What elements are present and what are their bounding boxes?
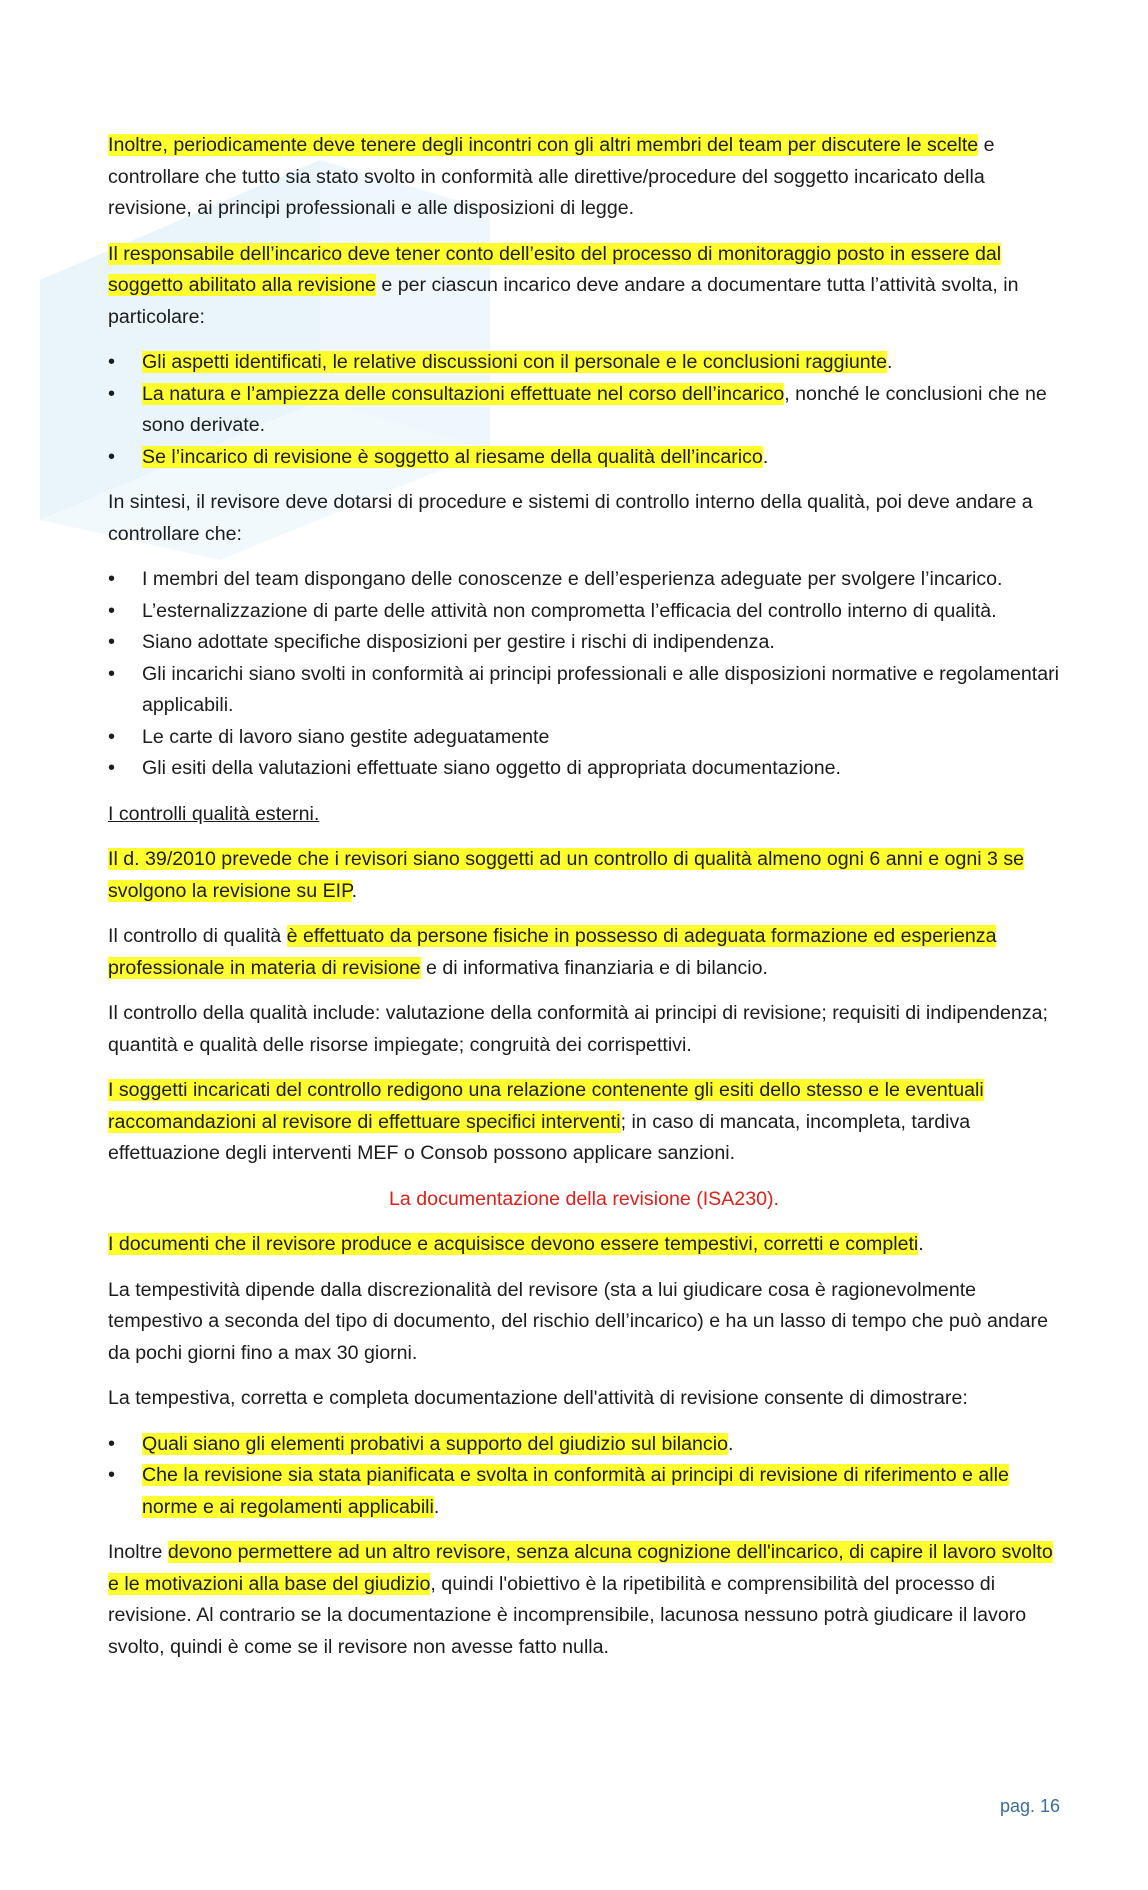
bullet-list-1	[108, 347, 1060, 473]
list-item: • Gli esiti della valutazioni effettuate siano oggetto di appropriata documentazione.	[108, 753, 1060, 785]
paragraph-10: La tempestiva, corretta e completa documentazione dell'attività di revisione consente di dimostrare:	[108, 1387, 968, 1409]
list-item: • Siano adottate specifiche disposizioni per gestire i rischi di indipendenza.	[108, 627, 1060, 659]
highlight: devono permettere ad un altro revisore, senza alcuna cognizione dell'incarico, di capire il lavoro svolto e le motivazioni alla base del giudizio	[108, 1541, 1053, 1595]
paragraph-8: I documenti che il revisore produce e acquisisce devono essere tempestivi, corretti e completi.	[108, 1233, 924, 1255]
paragraph-2: Il responsabile dell’incarico deve tener conto dell’esito del processo di monitoraggio posto in essere dal soggetto abilitato alla revisione e per ciascun incarico deve andare a documentare tutta l’attività svolta, in particolare:	[108, 242, 1019, 328]
highlight: Inoltre, periodicamente deve tenere degli incontri con gli altri membri del team per discutere le scelte	[108, 134, 979, 156]
paragraph-5: Il controllo di qualità è effettuato da persone fisiche in possesso di adeguata formazione ed esperienza professionale in materia di revisione e di informativa finanziaria e di bilancio.	[108, 925, 997, 979]
list-item: • L’esternalizzazione di parte delle attività non comprometta l’efficacia del controllo interno di qualità.	[108, 596, 1060, 628]
highlight: I documenti che il revisore produce e acquisisce devono essere tempestivi, corretti e completi	[108, 1233, 919, 1255]
bullet-list-2	[108, 564, 1060, 785]
bullet-list-3	[108, 1429, 1060, 1524]
highlight: Il responsabile dell’incarico deve tener conto dell’esito del processo di monitoraggio posto in essere dal soggetto abilitato alla revisione	[108, 242, 1002, 296]
subheading: I controlli qualità esterni.	[108, 802, 320, 825]
section-title: La documentazione della revisione (ISA230).	[389, 1187, 779, 1210]
list-item: • Le carte di lavoro siano gestite adeguatamente	[108, 722, 1060, 754]
highlight: è effettuato da persone fisiche in possesso di adeguata formazione ed esperienza professionale in materia di revisione	[108, 925, 997, 979]
list-item: • I membri del team dispongano delle conoscenze e dell’esperienza adeguate per svolgere l’incarico.	[108, 564, 1060, 596]
list-item: • Se l’incarico di revisione è soggetto al riesame della qualità dell’incarico.	[108, 442, 1060, 474]
highlight: I soggetti incaricati del controllo redigono una relazione contenente gli esiti dello stesso e le eventuali raccomandazioni al revisore di effettuare specifici interventi	[108, 1079, 984, 1133]
paragraph-6: Il controllo della qualità include: valutazione della conformità ai principi di revisione; requisiti di indipendenza; quantità e qualità delle risorse impiegate; congruità dei corrispettivi.	[108, 1002, 1048, 1056]
paragraph-9: La tempestività dipende dalla discrezionalità del revisore (sta a lui giudicare cosa è ragionevolmente tempestivo a seconda del tipo di documento, del rischio dell’incarico) e ha un lasso di tempo che può andare da pochi giorni fino a max 30 giorni.	[108, 1278, 1048, 1364]
paragraph-3: In sintesi, il revisore deve dotarsi di procedure e sistemi di controllo interno della qualità, poi deve andare a controllare che:	[108, 491, 1033, 545]
highlight: Il d. 39/2010 prevede che i revisori siano soggetti ad un controllo di qualità almeno ogni 6 anni e ogni 3 se svolgono la revisione su EIP	[108, 848, 1025, 902]
list-item: • Gli aspetti identificati, le relative discussioni con il personale e le conclusioni raggiunte.	[108, 347, 1060, 379]
list-item: • Gli incarichi siano svolti in conformità ai principi professionali e alle disposizioni normative e regolamentari applicabili.	[108, 659, 1060, 722]
list-item: • Che la revisione sia stata pianificata e svolta in conformità ai principi di revisione di riferimento e alle norme e ai regolamenti applicabili.	[108, 1460, 1060, 1523]
paragraph-7: I soggetti incaricati del controllo redigono una relazione contenente gli esiti dello stesso e le eventuali raccomandazioni al revisore di effettuare specifici interventi; in caso di mancata, incompleta, tardiva effettuazione degli interventi MEF o Consob possono applicare sanzioni.	[108, 1079, 984, 1164]
paragraph-1: Inoltre, periodicamente deve tenere degli incontri con gli altri membri del team per discutere le scelte e controllare che tutto sia stato svolto in conformità alle direttive/procedure del soggetto incaricato della revisione, ai principi professionali e alle disposizioni di legge.	[108, 134, 995, 219]
list-item: • Quali siano gli elementi probativi a supporto del giudizio sul bilancio.	[108, 1429, 1060, 1461]
paragraph-11: Inoltre devono permettere ad un altro revisore, senza alcuna cognizione dell'incarico, di capire il lavoro svolto e le motivazioni alla base del giudizio, quindi l'obiettivo è la ripetibilità e comprensibilità del processo di revisione. Al contrario se la documentazione è incomprensibile, lacunosa nessuno potrà giudicare il lavoro svolto, quindi è come se il revisore non avesse fatto nulla.	[108, 1541, 1053, 1658]
paragraph-4: Il d. 39/2010 prevede che i revisori siano soggetti ad un controllo di qualità almeno ogni 6 anni e ogni 3 se svolgono la revisione su EIP.	[108, 848, 1025, 902]
document-body	[108, 130, 1060, 1677]
page-number: pag. 16	[999, 1796, 1060, 1816]
list-item: • La natura e l’ampiezza delle consultazioni effettuate nel corso dell’incarico, nonché le conclusioni che ne sono derivate.	[108, 379, 1060, 442]
